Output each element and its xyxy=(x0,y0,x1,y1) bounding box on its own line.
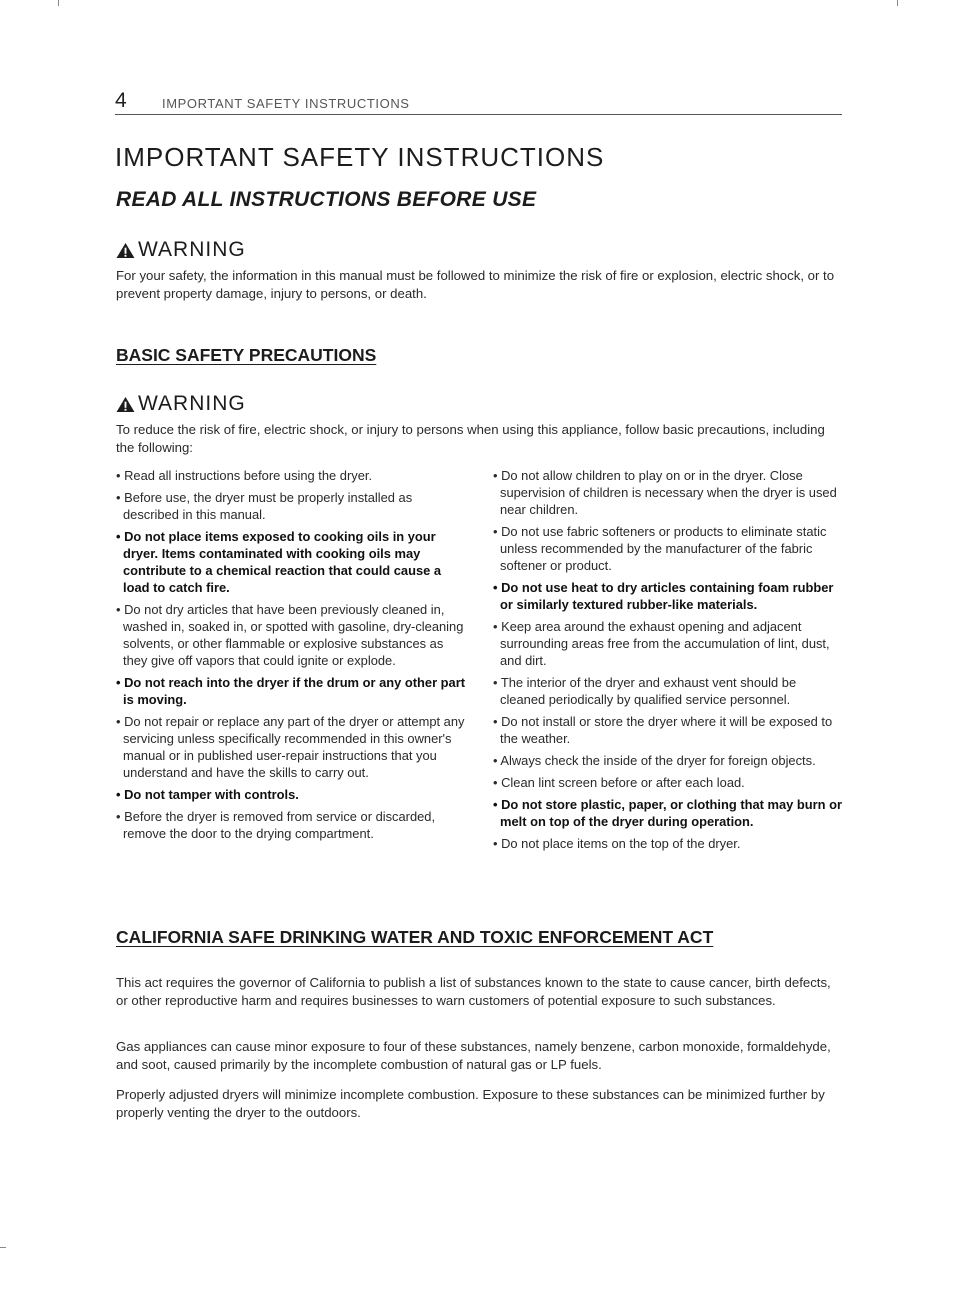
bullet-icon: • xyxy=(493,753,501,768)
basic-safety-title: BASIC SAFETY PRECAUTIONS xyxy=(116,345,377,365)
precaution-item xyxy=(493,467,843,518)
bullet-icon: • xyxy=(493,468,502,483)
warning-heading xyxy=(116,238,246,262)
basic-intro-text: To reduce the risk of fire, electric shock, or injury to persons when using this appliance, follow basic precautions, including the following: xyxy=(116,422,825,455)
bullet-icon: • xyxy=(116,602,125,617)
precaution-text: Always check the inside of the dryer for foreign objects. xyxy=(500,753,816,768)
header-rule xyxy=(115,114,842,115)
bullet-icon: • xyxy=(493,675,501,690)
precaution-text: Do not place items exposed to cooking oils in your dryer. Items contaminated with cooking oils may contribute to a chemical reaction that could cause a load to catch fire. xyxy=(123,529,442,595)
california-act-title: CALIFORNIA SAFE DRINKING WATER AND TOXIC ENFORCEMENT ACT xyxy=(116,927,714,947)
precaution-text: Clean lint screen before or after each load. xyxy=(501,775,745,790)
warning-triangle-icon xyxy=(116,396,135,413)
precaution-text: Do not tamper with controls. xyxy=(124,787,299,802)
warning-label: WARNING xyxy=(138,238,246,261)
precaution-text: Keep area around the exhaust opening and adjacent surrounding areas free from the accumulation of lint, dust, and dirt. xyxy=(500,619,830,668)
precaution-item xyxy=(116,786,466,803)
page-number: 4 xyxy=(115,89,127,112)
warning-label: WARNING xyxy=(138,392,246,415)
bullet-icon: • xyxy=(116,809,125,824)
precaution-item xyxy=(116,808,466,842)
precaution-text: Before use, the dryer must be properly installed as described in this manual. xyxy=(123,490,413,522)
precaution-text: Do not reach into the dryer if the drum or any other part is moving. xyxy=(123,675,466,707)
california-paragraph-1: This act requires the governor of California to publish a list of substances known to the state to cause cancer, birth defects, or other reproductive harm and requires businesses to warn customers of potential exposure to such substances. xyxy=(116,975,831,1008)
precaution-item xyxy=(116,528,466,596)
precaution-text: Read all instructions before using the dryer. xyxy=(124,468,373,483)
precaution-text: Do not dry articles that have been previously cleaned in, washed in, soaked in, or spotted with gasoline, dry-cleaning solvents, or other flammable or explosive substances as they give off vapors that could ignite or explode. xyxy=(123,602,464,668)
warning-text: For your safety, the information in this manual must be followed to minimize the risk of fire or explosion, electric shock, or to prevent property damage, injury to persons, or death. xyxy=(116,268,835,301)
precaution-item xyxy=(116,489,466,523)
precaution-text: Do not install or store the dryer where it will be exposed to the weather. xyxy=(500,714,833,746)
bullet-icon: • xyxy=(116,675,125,690)
crop-mark-bottom-left xyxy=(0,1247,6,1248)
california-paragraph-3: Properly adjusted dryers will minimize incomplete combustion. Exposure to these substances can be minimized further by properly venting the dryer to the outdoors. xyxy=(116,1087,825,1120)
precaution-item xyxy=(493,835,843,852)
precaution-item xyxy=(493,752,843,769)
precaution-item xyxy=(493,774,843,791)
precautions-left-column xyxy=(116,467,466,847)
precaution-text: The interior of the dryer and exhaust vent should be cleaned periodically by qualified service personnel. xyxy=(500,675,797,707)
precaution-text: Do not use heat to dry articles containing foam rubber or similarly textured rubber-like materials. xyxy=(500,580,834,612)
bullet-icon: • xyxy=(493,524,502,539)
bullet-icon: • xyxy=(493,836,502,851)
precaution-text: Do not allow children to play on or in the dryer. Close supervision of children is necessary when the dryer is used near children. xyxy=(500,468,837,517)
bullet-icon: • xyxy=(493,714,502,729)
precaution-item xyxy=(493,796,843,830)
page-subtitle: READ ALL INSTRUCTIONS BEFORE USE xyxy=(116,188,537,211)
precaution-item xyxy=(493,713,843,747)
precaution-item xyxy=(116,467,466,484)
precaution-text: Do not place items on the top of the dryer. xyxy=(501,836,741,851)
precaution-item xyxy=(493,523,843,574)
bullet-icon: • xyxy=(493,580,502,595)
precaution-text: Do not repair or replace any part of the dryer or attempt any servicing unless specifically recommended in this owner's manual or in published user-repair instructions that you understand and have the skills to carry out. xyxy=(123,714,465,780)
precaution-text: Before the dryer is removed from service or discarded, remove the door to the drying compartment. xyxy=(123,809,436,841)
bullet-icon: • xyxy=(116,714,125,729)
bullet-icon: • xyxy=(493,775,502,790)
warning-triangle-icon xyxy=(116,242,135,259)
precaution-text: Do not store plastic, paper, or clothing that may burn or melt on top of the dryer during operation. xyxy=(500,797,843,829)
page-title: IMPORTANT SAFETY INSTRUCTIONS xyxy=(115,142,605,172)
bullet-icon: • xyxy=(493,797,502,812)
bullet-icon: • xyxy=(116,468,125,483)
crop-mark-top-right xyxy=(897,0,898,6)
basic-warning-heading xyxy=(116,392,246,416)
precautions-left-list xyxy=(116,467,466,842)
running-header: IMPORTANT SAFETY INSTRUCTIONS xyxy=(162,96,410,111)
precaution-item xyxy=(116,601,466,669)
precautions-right-column xyxy=(493,467,843,857)
precaution-item xyxy=(116,713,466,781)
bullet-icon: • xyxy=(116,490,125,505)
bullet-icon: • xyxy=(493,619,502,634)
california-paragraph-2: Gas appliances can cause minor exposure to four of these substances, namely benzene, carbon monoxide, formaldehyde, and soot, caused primarily by the incomplete combustion of natural gas or LP fuels. xyxy=(116,1039,831,1072)
precaution-item xyxy=(493,579,843,613)
precautions-right-list xyxy=(493,467,843,852)
precaution-item xyxy=(493,618,843,669)
crop-mark-top-left xyxy=(58,0,59,6)
precaution-item xyxy=(493,674,843,708)
precaution-item xyxy=(116,674,466,708)
bullet-icon: • xyxy=(116,529,125,544)
bullet-icon: • xyxy=(116,787,125,802)
precaution-text: Do not use fabric softeners or products to eliminate static unless recommended by the manufacturer of the fabric softener or product. xyxy=(500,524,827,573)
